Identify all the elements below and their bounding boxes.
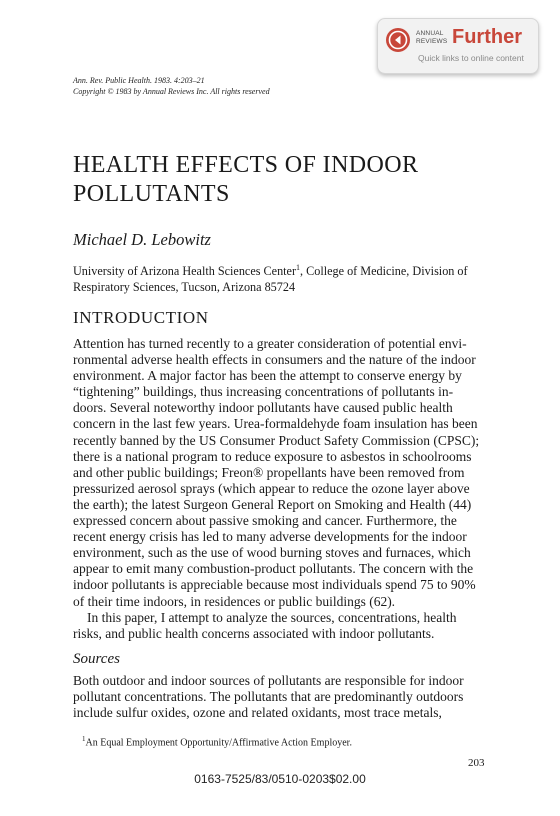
footnote-marker: 1 <box>296 263 301 272</box>
citation-journal: Ann. Rev. Public Health. 1983. 4:203–21 <box>73 76 205 85</box>
body-line: Attention has turned recently to a greater consideration of potential envi- <box>73 336 467 351</box>
introduction-body <box>73 336 489 642</box>
author-affiliation <box>73 260 493 295</box>
badge-reviews-label: REVIEWS <box>416 37 448 45</box>
body-line: and other public buildings; Freon® propellants have been removed from <box>73 464 465 480</box>
body-line: pollutant concentrations. The pollutants that are predominantly outdoors <box>73 689 464 705</box>
citation-header <box>73 75 270 97</box>
footnote-text: An Equal Employment Opportunity/Affirmative Action Employer. <box>85 737 352 749</box>
body-line: recently banned by the US Consumer Product Safety Commission (CPSC); <box>73 432 480 448</box>
body-line: concern in the last few years. Urea-formaldehyde foam insulation has been <box>73 416 478 432</box>
body-line: environment, such as the use of wood burning stoves and furnaces, which <box>73 545 471 561</box>
affiliation-line-1 <box>73 260 493 279</box>
page-number: 203 <box>468 757 485 769</box>
affiliation-line-2: Respiratory Sciences, Tucson, Arizona 85724 <box>73 280 296 295</box>
body-line: recent energy crisis has led to many adverse developments for the indoor <box>73 529 467 545</box>
footnote-number: 1 <box>82 735 86 743</box>
body-line: appear to emit many combustion-product pollutants. The concern with the <box>73 561 474 577</box>
citation-copyright: Copyright © 1983 by Annual Reviews Inc. All rights reserved <box>73 87 270 96</box>
badge-further-label: Further <box>452 26 522 48</box>
subsection-heading-sources: Sources <box>73 651 120 667</box>
article-title-line-1: HEALTH EFFECTS OF INDOOR <box>73 152 419 178</box>
badge-quick-links-label: Quick links to online content <box>418 53 524 63</box>
sources-body <box>73 673 489 721</box>
body-line: doors. Several noteworthy indoor pollutants have caused public health <box>73 400 453 416</box>
affiliation-institution: University of Arizona Health Sciences Center <box>73 264 297 279</box>
body-line: expressed concern about passive smoking and cancer. Furthermore, the <box>73 513 457 529</box>
body-line: include sulfur oxides, ozone and related oxidants, most trace metals, <box>73 705 442 721</box>
section-heading-introduction: INTRODUCTION <box>73 308 209 327</box>
article-identifier: 0163-7525/83/0510-0203$02.00 <box>194 772 366 786</box>
body-line: “tightening” buildings, thus increasing concentrations of pollutants in- <box>73 384 454 400</box>
article-title-line-2: POLLUTANTS <box>73 181 230 207</box>
footnote <box>82 735 352 748</box>
annual-reviews-further-badge[interactable] <box>377 18 539 74</box>
body-line: risks, and public health concerns associated with indoor pollutants. <box>73 625 435 641</box>
badge-annual-label: ANNUAL <box>416 30 444 37</box>
author-name: Michael D. Lebowitz <box>73 230 211 249</box>
body-line: indoor pollutants is appreciable because most individuals spend 75 to 90% <box>73 577 476 593</box>
body-line: ronmental adverse health effects in consumers and the nature of the indoor <box>73 352 476 368</box>
body-line: there is a national program to reduce exposure to asbestos in schoolrooms <box>73 448 472 464</box>
annual-reviews-logo-icon <box>385 27 411 53</box>
body-line: pressurized aerosol sprays (which appear to reduce the ozone layer above <box>73 480 470 496</box>
body-line: In this paper, I attempt to analyze the sources, concentrations, health <box>87 609 457 625</box>
article-title <box>73 151 493 209</box>
body-line: Both outdoor and indoor sources of pollutants are responsible for indoor <box>73 673 464 688</box>
body-line: the earth); the latest Surgeon General Report on Smoking and Health (44) <box>73 496 472 512</box>
annual-reviews-wordmark <box>416 30 450 45</box>
body-line: of their time indoors, in residences or public buildings (62). <box>73 593 396 609</box>
body-line: environment. A major factor has been the attempt to conserve energy by <box>73 368 462 384</box>
affiliation-college: , College of Medicine, Division of <box>300 264 468 279</box>
